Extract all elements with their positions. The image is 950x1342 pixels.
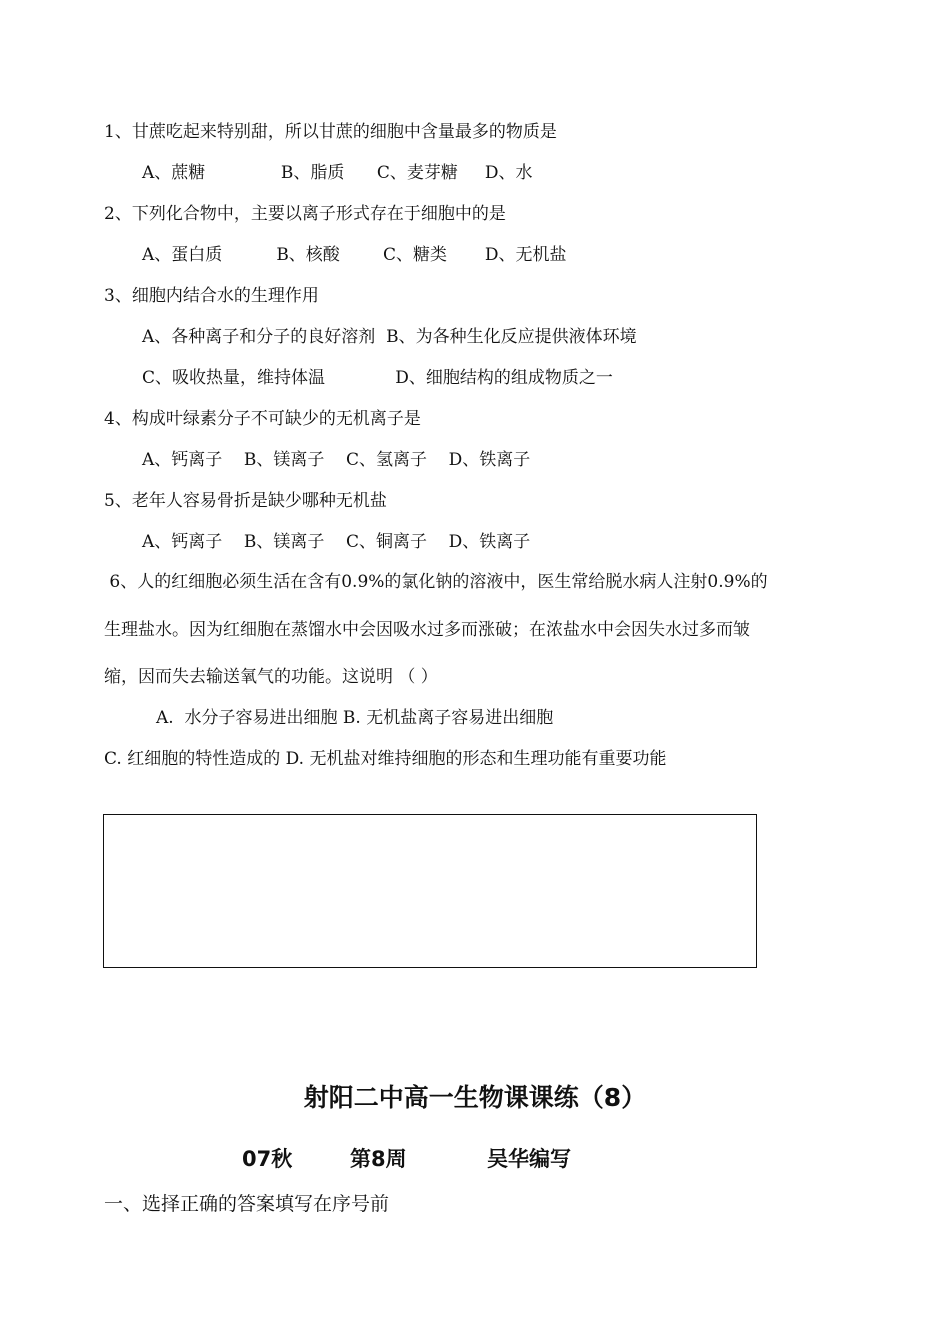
question-6-stem-line2: 生理盐水。因为红细胞在蒸馏水中会因吸水过多而涨破；在浓盐水中会因失水过多而皱: [104, 620, 750, 640]
question-1-stem: 1、甘蔗吃起来特别甜，所以甘蔗的细胞中含量最多的物质是: [104, 122, 557, 142]
question-6-options-line1: A. 水分子容易进出细胞 B. 无机盐离子容易进出细胞: [156, 708, 554, 728]
question-3-stem: 3、细胞内结合水的生理作用: [104, 286, 319, 306]
question-4-options: A、钙离子 B、镁离子 C、氢离子 D、铁离子: [142, 450, 531, 470]
term-label: 07秋: [242, 1147, 293, 1171]
question-3-options-line2: C、吸收热量，维持体温 D、细胞结构的组成物质之一: [142, 368, 613, 388]
question-4-stem: 4、构成叶绿素分子不可缺少的无机离子是: [104, 409, 421, 429]
answer-box: [103, 814, 757, 968]
author-label: 吴华编写: [487, 1147, 571, 1171]
question-6-options-line2: C. 红细胞的特性造成的 D. 无机盐对维持细胞的形态和生理功能有重要功能: [104, 749, 667, 769]
question-6-stem-line1: 6、人的红细胞必须生活在含有0.9%的氯化钠的溶液中，医生常给脱水病人注射0.9%的: [104, 572, 768, 592]
section-heading: 一、选择正确的答案填写在序号前: [104, 1193, 390, 1215]
question-5-stem: 5、老年人容易骨折是缺少哪种无机盐: [104, 491, 387, 511]
question-2-options: A、蛋白质 B、核酸 C、糖类 D、无机盐: [142, 245, 567, 265]
question-5-options: A、钙离子 B、镁离子 C、铜离子 D、铁离子: [142, 532, 531, 552]
question-2-stem: 2、下列化合物中，主要以离子形式存在于细胞中的是: [104, 204, 506, 224]
question-6-stem-line3: 缩，因而失去输送氧气的功能。这说明 （ ）: [104, 667, 438, 687]
week-label: 第8周: [350, 1147, 407, 1171]
question-1-options: A、蔗糖 B、脂质 C、麦芽糖 D、水: [142, 163, 533, 183]
page-title: 射阳二中高一生物课课练（8）: [303, 1083, 647, 1112]
question-3-options-line1: A、各种离子和分子的良好溶剂 B、为各种生化反应提供液体环境: [142, 327, 637, 347]
